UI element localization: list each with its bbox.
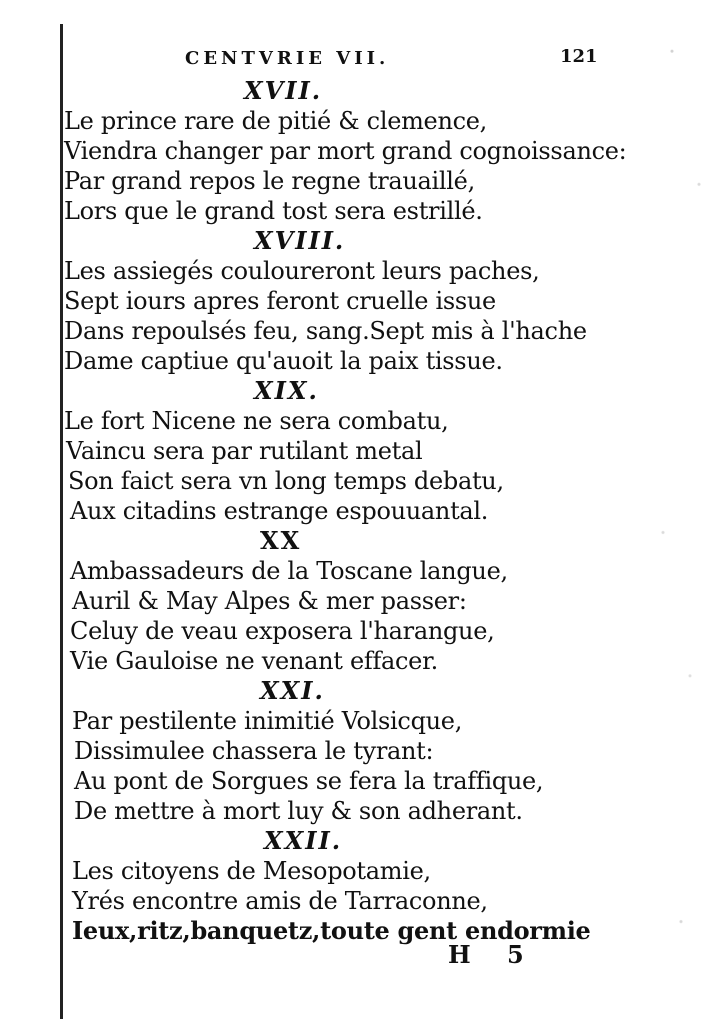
- verse-line: Dissimulee chassera le tyrant:: [74, 737, 434, 765]
- verse-line: Par pestilente inimitié Volsicque,: [72, 707, 463, 735]
- verse-line: De mettre à mort luy & son adherant.: [74, 797, 523, 825]
- verse-line: Yrés encontre amis de Tarraconne,: [72, 887, 488, 915]
- running-title: CENTVRIE VII.: [185, 48, 390, 69]
- signature-mark: H 5: [448, 940, 538, 969]
- verse-line: Au pont de Sorgues se fera la traffique,: [74, 767, 544, 795]
- verse-line: Dame captiue qu'auoit la paix tissue.: [64, 347, 503, 375]
- verse-line: Son faict sera vn long temps debatu,: [68, 467, 504, 495]
- page-number: 121: [560, 46, 598, 67]
- binding-edge: [60, 24, 63, 1019]
- verse-line: Les assiegés couloureront leurs paches,: [64, 257, 540, 285]
- verse-line: Lors que le grand tost sera estrillé.: [64, 197, 483, 225]
- stanza-number: XVIII.: [254, 226, 346, 255]
- stanza-number: XXI.: [260, 676, 325, 705]
- verse-line: Le prince rare de pitié & clemence,: [64, 107, 487, 135]
- page-speckle: [636, 0, 726, 1024]
- verse-line: Par grand repos le regne trauaillé,: [64, 167, 475, 195]
- stanza-number: XX: [260, 526, 302, 555]
- verse-line: Dans repoulsés feu, sang.Sept mis à l'hache: [64, 317, 587, 345]
- verse-line: Celuy de veau exposera l'harangue,: [70, 617, 495, 645]
- verse-line: Vie Gauloise ne venant effacer.: [70, 647, 438, 675]
- verse-line: Le fort Nicene ne sera combatu,: [64, 407, 449, 435]
- verse-line: Auril & May Alpes & mer passer:: [72, 587, 467, 615]
- verse-line: Ieux,ritz,banquetz,toute gent endormie: [72, 916, 591, 945]
- stanza-number: XXII.: [264, 826, 343, 855]
- verse-line: Vaincu sera par rutilant metal: [66, 437, 423, 465]
- verse-line: Sept iours apres feront cruelle issue: [64, 287, 496, 315]
- verse-line: Viendra changer par mort grand cognoissance:: [64, 137, 627, 165]
- stanza-number: XVII.: [244, 76, 323, 105]
- stanza-number: XIX.: [254, 376, 319, 405]
- quatrain-text: [64, 76, 627, 946]
- verse-line: Aux citadins estrange espouuantal.: [70, 497, 489, 525]
- verse-line: Ambassadeurs de la Toscane langue,: [70, 557, 508, 585]
- verse-line: Les citoyens de Mesopotamie,: [72, 857, 431, 885]
